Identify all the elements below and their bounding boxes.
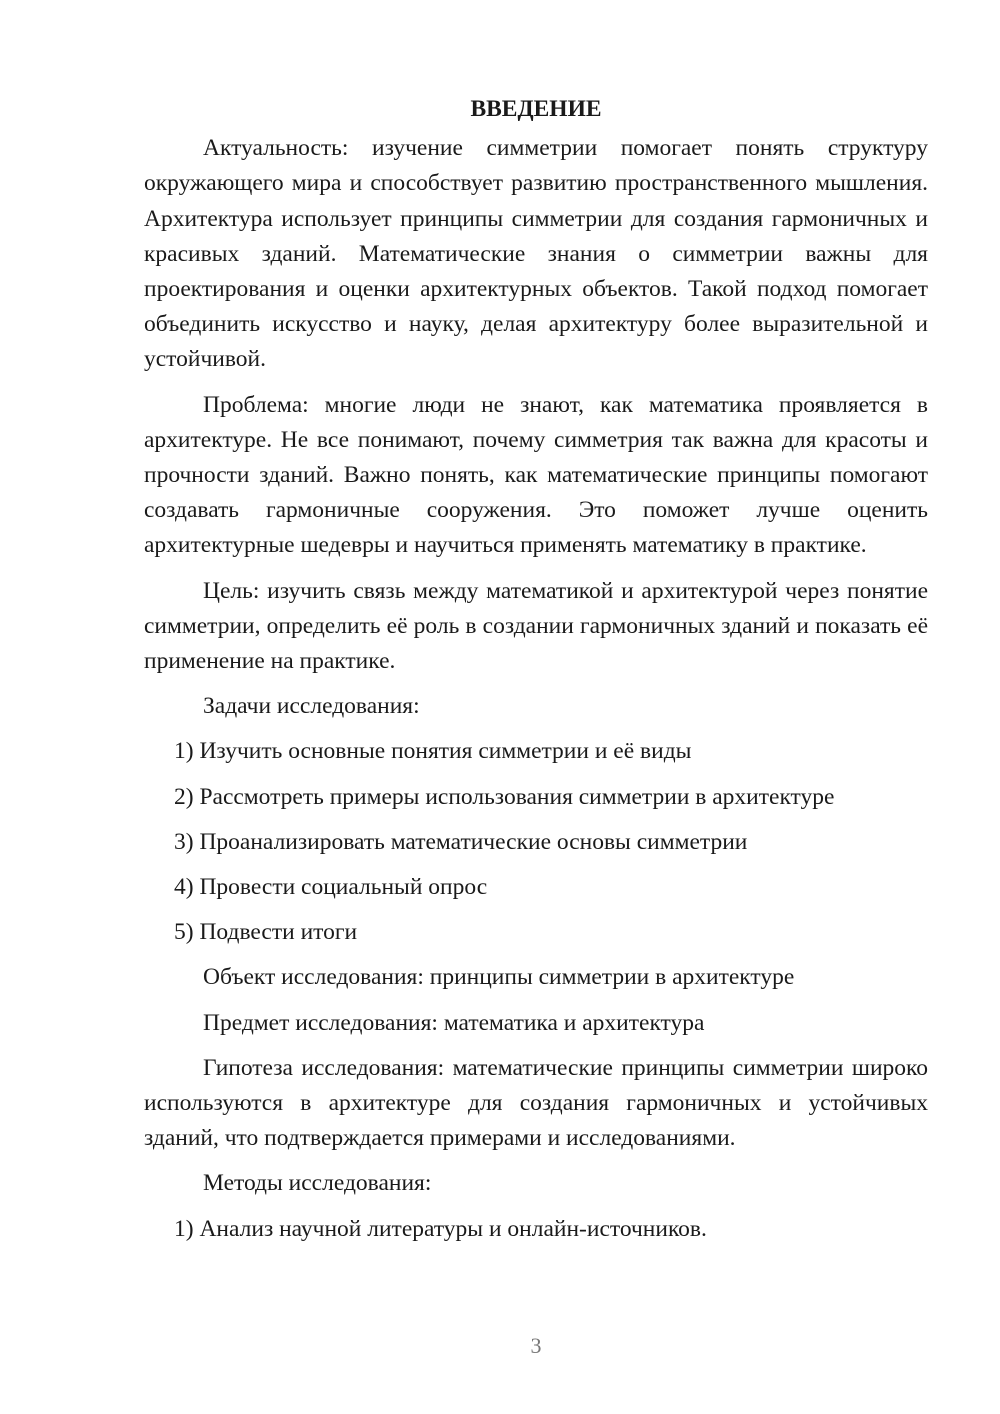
research-subject: Предмет исследования: математика и архитектура bbox=[203, 1009, 705, 1036]
page-number: 3 bbox=[530, 1333, 542, 1358]
section-heading: ВВЕДЕНИЕ bbox=[470, 96, 602, 122]
problem-paragraph: Проблема: многие люди не знают, как математика проявляется в архитектуре. Не все понимают, почему симметрия так важна для красоты и прочности зданий. Важно понять, как математические принципы помогают создавать гармоничные сооружения. Это поможет лучше оценить архитектурные шедевры и научиться применять математику в практике. bbox=[144, 391, 928, 559]
task-item-3: 3) Проанализировать математические основы симметрии bbox=[174, 828, 748, 855]
page-content bbox=[144, 92, 928, 1257]
research-object: Объект исследования: принципы симметрии в архитектуре bbox=[203, 964, 795, 991]
task-item-2: 2) Рассмотреть примеры использования симметрии в архитектуре bbox=[174, 783, 835, 810]
task-item-5: 5) Подвести итоги bbox=[174, 919, 358, 946]
goal-paragraph: Цель: изучить связь между математикой и архитектурой через понятие симметрии, определить её роль в создании гармоничных зданий и показать её применение на практике. bbox=[144, 577, 928, 675]
tasks-title: Задачи исследования: bbox=[203, 693, 420, 720]
relevance-paragraph: Актуальность: изучение симметрии помогает понять структуру окружающего мира и способствует развитию пространственного мышления. Архитектура использует принципы симметрии для создания гармоничных и красивых зданий. Математические знания о симметрии важны для проектирования и оценки архитектурных объектов. Такой подход помогает объединить искусство и науку, делая архитектуру более выразительной и устойчивой. bbox=[144, 135, 928, 373]
task-item-1: 1) Изучить основные понятия симметрии и её виды bbox=[174, 738, 692, 765]
method-item-1: 1) Анализ научной литературы и онлайн-источников. bbox=[174, 1215, 707, 1242]
methods-title: Методы исследования: bbox=[203, 1170, 432, 1197]
hypothesis-paragraph: Гипотеза исследования: математические принципы симметрии широко используются в архитектуре для создания гармоничных и устойчивых зданий, что подтверждается примерами и исследованиями. bbox=[144, 1054, 928, 1152]
task-item-4: 4) Провести социальный опрос bbox=[174, 874, 488, 901]
